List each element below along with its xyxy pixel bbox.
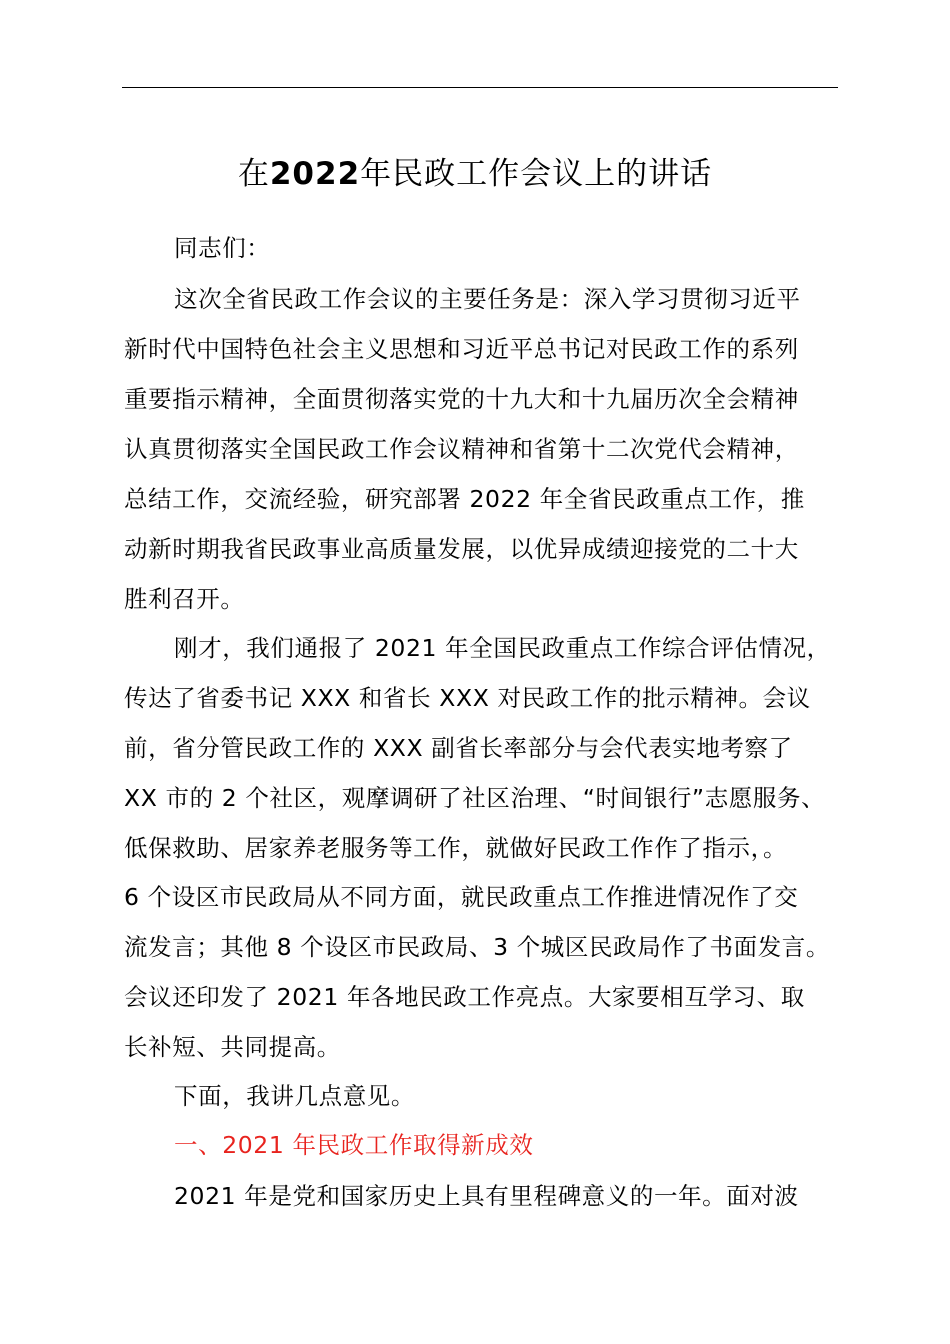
paragraph-line: 低保救助、居家养老服务等工作，就做好民政工作作了指示，。 <box>124 834 788 862</box>
paragraph-line: 这次全省民政工作会议的主要任务是：深入学习贯彻习近平 <box>174 285 801 313</box>
paragraph-line: 下面，我讲几点意见。 <box>174 1082 415 1110</box>
paragraph-line: 2021 年是党和国家历史上具有里程碑意义的一年。面对波 <box>174 1182 799 1210</box>
title-year: 2022 <box>269 156 361 192</box>
paragraph-line: 动新时期我省民政事业高质量发展，以优异成绩迎接党的二十大 <box>124 535 799 563</box>
paragraph-line: 6 个设区市民政局从不同方面，就民政重点工作推进情况作了交 <box>124 883 799 911</box>
paragraph-line: 总结工作，交流经验，研究部署 2022 年全省民政重点工作，推 <box>124 485 805 513</box>
header-rule <box>122 87 838 88</box>
paragraph-line: XX 市的 2 个社区，观摩调研了社区治理、“时间银行”志愿服务、 <box>124 784 826 812</box>
salutation: 同志们： <box>174 234 271 262</box>
paragraph-line: 前，省分管民政工作的 XXX 副省长率部分与会代表实地考察了 <box>124 734 793 762</box>
title-prefix: 在 <box>237 156 270 192</box>
paragraph-line: 会议还印发了 2021 年各地民政工作亮点。大家要相互学习、取 <box>124 983 805 1011</box>
paragraph-line: 新时代中国特色社会主义思想和习近平总书记对民政工作的系列 <box>124 335 799 363</box>
document-title <box>0 152 950 196</box>
title-suffix: 年民政工作会议上的讲话 <box>360 156 713 192</box>
paragraph-line: 认真贯彻落实全国民政工作会议精神和省第十二次党代会精神， <box>124 435 799 463</box>
paragraph-line: 长补短、共同提高。 <box>124 1033 341 1061</box>
paragraph-line: 传达了省委书记 XXX 和省长 XXX 对民政工作的批示精神。会议 <box>124 684 811 712</box>
section-heading: 一、2021 年民政工作取得新成效 <box>174 1131 534 1159</box>
paragraph-line: 胜利召开。 <box>124 585 245 613</box>
paragraph-line: 流发言；其他 8 个设区市民政局、3 个城区民政局作了书面发言。 <box>124 933 831 961</box>
paragraph-line: 重要指示精神，全面贯彻落实党的十九大和十九届历次全会精神 <box>124 385 799 413</box>
paragraph-line: 刚才，我们通报了 2021 年全国民政重点工作综合评估情况， <box>174 634 831 662</box>
